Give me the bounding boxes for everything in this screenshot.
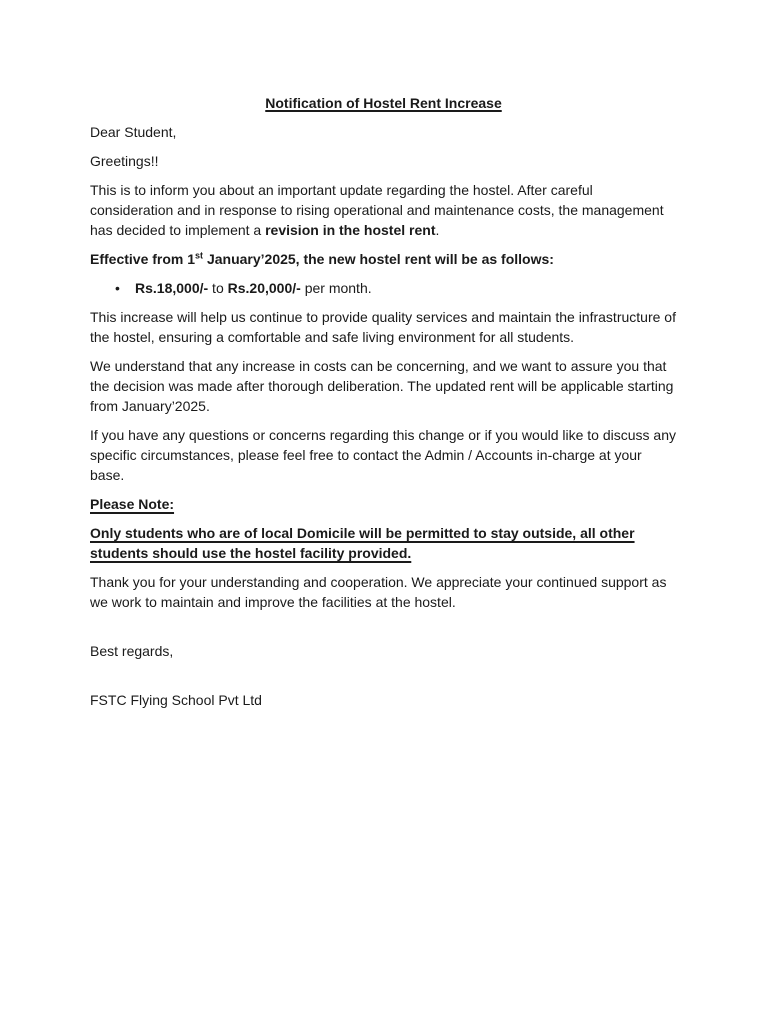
questions-paragraph: If you have any questions or concerns regarding this change or if you would like to discuss any specific circumstances, please feel free to contact the Admin / Accounts in-charge at your base. xyxy=(90,427,676,483)
please-note-heading: Please Note: xyxy=(90,496,175,512)
bold-run-old-rent: Rs.18,000/- xyxy=(135,280,209,296)
salutation: Dear Student, xyxy=(90,124,177,140)
bold-run-revision: revision in the hostel rent xyxy=(265,222,436,238)
text-run: January’2025, the new hostel rent will be as follows: xyxy=(203,251,554,267)
domicile-notice-paragraph: Only students who are of local Domicile will be permitted to stay outside, all other students should use the hostel facility provided. xyxy=(90,525,635,561)
ordinal-superscript: st xyxy=(195,250,204,261)
text-run: to xyxy=(208,280,228,296)
signature-line: FSTC Flying School Pvt Ltd xyxy=(90,692,262,708)
increase-paragraph: This increase will help us continue to provide quality services and maintain the infrastructure of the hostel, ensuring a comfortable and safe living environment for all students. xyxy=(90,309,676,345)
text-run: per month. xyxy=(300,280,372,296)
document-title: Notification of Hostel Rent Increase xyxy=(265,95,502,111)
intro-paragraph xyxy=(90,180,677,240)
effective-date-line xyxy=(90,249,677,269)
rent-bullet-item xyxy=(90,278,677,298)
greeting: Greetings!! xyxy=(90,153,159,169)
thanks-paragraph: Thank you for your understanding and cooperation. We appreciate your continued support as we work to maintain and improve the facilities at the hostel. xyxy=(90,574,667,610)
text-run: Effective from 1 xyxy=(90,251,196,267)
text-run: This is to inform you about an important update regarding the hostel. After careful consideration and in response to rising operational and maintenance costs, the management has decided to implement a xyxy=(90,182,664,238)
text-run: . xyxy=(435,222,440,238)
bullet-marker: • xyxy=(115,280,120,296)
understanding-paragraph: We understand that any increase in costs can be concerning, and we want to assure you that the decision was made after thorough deliberation. The updated rent will be applicable starting from January’2025. xyxy=(90,358,674,414)
closing-line: Best regards, xyxy=(90,643,174,659)
rent-bullet-text xyxy=(135,278,372,298)
bold-run-new-rent: Rs.20,000/- xyxy=(227,280,301,296)
